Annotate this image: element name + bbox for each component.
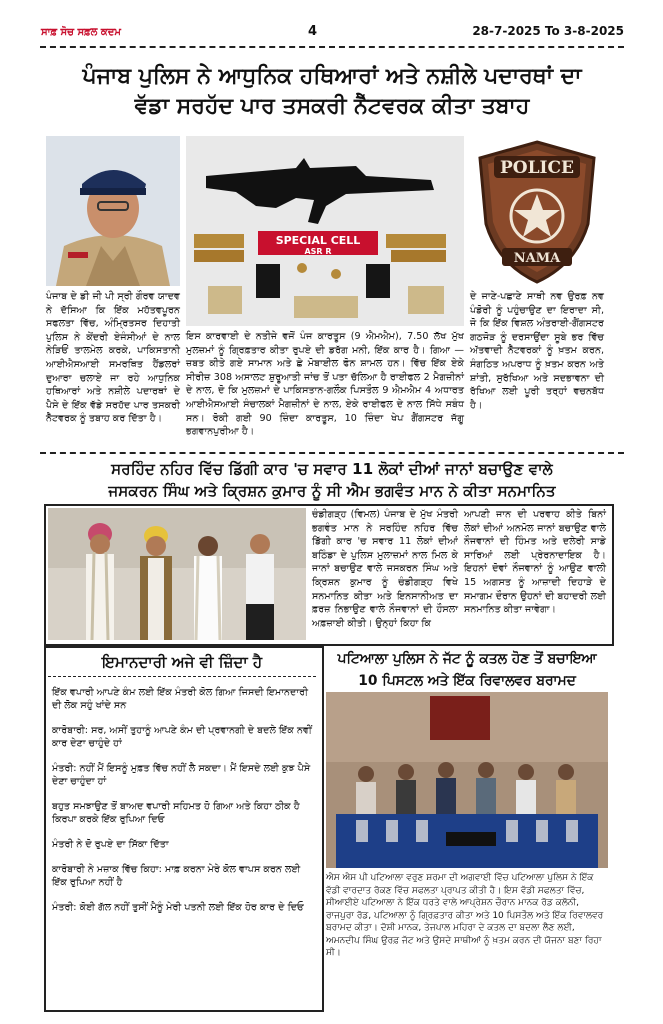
story3-paragraph: ਕਾਰੋਬਾਰੀ ਨੇ ਮਜ਼ਾਕ ਵਿੱਚ ਕਿਹਾ: ਮਾਫ਼ ਕਰਨਾ ਮੇਰੇ ਕੋਲ ਵਾਪਸ ਕਰਨ ਲਈ ਇੱਕ ਰੁਪਿਆ ਨਹੀਂ ਹੈ [52, 864, 301, 888]
story2-column-2: ਆਪਣੀ ਜਾਨ ਦੀ ਪਰਵਾਹ ਕੀਤੇ ਬਿਨਾਂ ਲੋਕਾਂ ਦੀਆਂ ਅਨਮੋਲ ਜਾਨਾਂ ਬਚਾਉਣ ਵਾਲੇ ਨੌਜਵਾਨਾਂ ਦੀ ਹਿੰਮਤ ਅਤੇ ਦਲੇਰੀ ਸਾਡੇ ਸਾਰਿਆਂ ਲਈ ਪ੍ਰੇਰਨਾਦਾਇਕ ਹੈ। ਇਹਨਾਂ ਦੋਵਾਂ ਨੌਜਵਾਨਾਂ ਨੂੰ ਆਉਣ ਵਾਲੀ 15 ਅਗਸਤ ਨੂੰ ਆਜ਼ਾਦੀ ਦਿਹਾੜੇ ਦੇ ਸਮਾਗਮ ਦੌਰਾਨ ਉਹਨਾਂ ਦੀ ਬਹਾਦਰੀ ਲਈ ਸਨਮਾਨਿਤ ਕੀਤਾ ਜਾਵੇਗਾ। [464, 509, 606, 616]
story2-column-1: ਚੰਡੀਗੜ੍ਹ (ਵਿਮਲ) ਪੰਜਾਬ ਦੇ ਮੁੱਖ ਮੰਤਰੀ ਭਗਵੰਤ ਮਾਨ ਨੇ ਸਰਹਿੰਦ ਨਹਿਰ ਵਿੱਚ ਡਿੱਗੀ ਕਾਰ 'ਚ ਸਵਾਰ 11 ਲੋਕਾਂ ਦੀਆਂ ਬਠਿੰਡਾ ਦੇ ਪੁਲਿਸ ਮੁਲਾਜ਼ਮਾਂ ਨਾਲ ਮਿਲ ਕੇ ਜਾਨਾਂ ਬਚਾਉਣ ਵਾਲੇ ਜਸਕਰਨ ਸਿੰਘ ਅਤੇ ਕ੍ਰਿਸ਼ਨ ਕੁਮਾਰ ਨੂੰ ਚੰਡੀਗੜ੍ਹ ਵਿਖੇ ਸਨਮਾਨਿਤ ਕੀਤਾ ਅਤੇ ਇਨਸਾਨੀਅਤ ਦਾ ਫ਼ਰਜ਼ ਨਿਭਾਉਣ ਵਾਲੇ ਨੌਜਵਾਨਾਂ ਦੀ ਹੌਸਲਾ ਅਫ਼ਜ਼ਾਈ ਕੀਤੀ। ਉਨ੍ਹਾਂ ਕਿਹਾ ਕਿ [312, 509, 458, 629]
story3-paragraph: ਮੰਤਰੀ: ਕੋਈ ਗੱਲ ਨਹੀਂ ਤੁਸੀਂ ਮੈਨੂੰ ਮੇਰੀ ਪਤਨੀ ਲਈ ਇੱਕ ਹੋਰ ਕਾਰ ਦੇ ਦਿਓ [52, 902, 304, 913]
story1-column-3: ਦੇ ਜਾਣੇ-ਪਛਾਣੇ ਸਾਥੀ ਨਵ ਉਰਫ਼ ਨਵ ਪੰਡੋਰੀ ਨੂੰ ਪਹੁੰਚਾਉਣ ਦਾ ਇਰਾਦਾ ਸੀ, ਜੋ ਕਿ ਇੱਕ ਵਿਸ਼ਲ ਅੰਤਰਾਈ-ਗੈਂਗਸਟਰ ਗਠਜੋੜ ਨੂੰ ਦਰਸਾਉਂਦਾ ਸੂਬੇ ਭਰ ਵਿੱਚ ਅੱਤਵਾਦੀ ਨੈੱਟਵਰਕਾਂ ਨੂੰ ਖ਼ਤਮ ਕਰਨ, ਸੰਗਠਿਤ ਅਪਰਾਧ ਨੂੰ ਖ਼ਤਮ ਕਰਨ ਅਤੇ ਸ਼ਾਂਤੀ, ਸੁਰੱਖਿਆ ਅਤੇ ਸਦਭਾਵਨਾ ਦੀ ਰੱਖਿਆ ਲਈ ਪੂਰੀ ਤਰ੍ਹਾਂ ਵਚਨਬੱਧ ਹੈ। [470, 291, 604, 411]
story3-paragraph: ਮੰਤਰੀ ਨੇ ਦੋ ਰੁਪਏ ਦਾ ਸਿੱਕਾ ਦਿੱਤਾ [52, 839, 169, 850]
page-header [40, 22, 624, 46]
story3-paragraph: ਮੰਤਰੀ: ਨਹੀਂ ਮੈਂ ਇਸਨੂੰ ਮੁਫ਼ਤ ਵਿੱਚ ਨਹੀਂ ਲੈ ਸਕਦਾ। ਮੈਂ ਇਸਦੇ ਲਈ ਕੁਝ ਪੈਸੇ ਦੇਣਾ ਚਾਹੁੰਦਾ ਹਾਂ [52, 763, 311, 787]
story1-column-2: ਇਸ ਕਾਰਵਾਈ ਦੇ ਨਤੀਜੇ ਵਜੋਂ ਪੰਜ ਕਾਰਤੂਸ (9 ਐਮਐਮ), 7.50 ਲੱਖ ਮੁੱਖ ਮੁਲਜ਼ਮਾਂ ਨੂੰ ਗ੍ਰਿਫ਼ਤਾਰ ਕੀਤਾ ਰੁਪਏ ਦੀ ਡਰੱਗ ਮਨੀ, ਇੱਕ ਕਾਰ ਹੈ। ਗਿਆ — ਜ਼ਬਤ ਕੀਤੇ ਗਏ ਸਾਮਾਨ ਅਤੇ ਛੇ ਮੋਬਾਈਲ ਫੋਨ ਸ਼ਾਮਲ ਹਨ। ਵਿੱਚ ਇੱਕ ਏਕੇ ਸੀਰੀਜ਼ 308 ਅਸਾਲਟ ਸ਼ੁਰੂਆਤੀ ਜਾਂਚ ਤੋਂ ਪਤਾ ਚੱਲਿਆ ਹੈ ਰਾਈਫਲ 2 ਮੈਗਜ਼ੀਨਾਂ ਦੇ ਨਾਲ, ਦੋ ਕਿ ਮੁਲਜ਼ਮਾਂ ਦੇ ਪਾਕਿਸਤਾਨ-ਗਲੌਕ ਪਿਸਤੌਲ 9 ਐਮਐਮ 4 ਅਧਾਰਤ ਆਈਐਸਆਈ ਸੰਚਾਲਕਾਂ ਮੈਗਜ਼ੀਨਾਂ ਦੇ ਨਾਲ, ਏਕੇ ਰਾਈਫਲ ਦੇ ਨਾਲ ਸਿੱਧੇ ਸਬੰਧ ਸਨ। ਰੋਕੀ ਗਈ 90 ਜ਼ਿੰਦਾ ਕਾਰਤੂਸ, 10 ਜ਼ਿੰਦਾ ਖੇਪ ਗੈਂਗਸਟਰ ਜੱਗੂ ਭਗਵਾਨਪੁਰੀਆ ਹੈ। [186, 331, 464, 438]
logo-text: ਸਾਫ਼ ਸੋਚ ਸਫ਼ਲ ਕਦਮ [41, 27, 121, 38]
story3-divider [48, 676, 316, 677]
story1-headline-line1: ਪੰਜਾਬ ਪੁਲਿਸ ਨੇ ਆਧੁਨਿਕ ਹਥਿਆਰਾਂ ਅਤੇ ਨਸ਼ੀਲੇ ਪਦਾਰਥਾਂ ਦਾ [82, 64, 582, 89]
newspaper-logo [40, 24, 121, 40]
story2-headline [40, 458, 624, 502]
story-divider-1 [40, 452, 624, 454]
header-divider [40, 46, 624, 48]
story3-paragraph: ਬਹੁਤ ਸਮਝਾਉਣ ਤੋਂ ਬਾਅਦ ਵਪਾਰੀ ਸਹਿਮਤ ਹੋ ਗਿਆ ਅਤੇ ਕਿਹਾ ਠੀਕ ਹੈ ਕਿਰਪਾ ਕਰਕੇ ਇੱਕ ਰੁਪਿਆ ਦਿਓ [52, 801, 300, 825]
story2-headline-line1: ਸਰਹਿੰਦ ਨਹਿਰ ਵਿੱਚ ਡਿੱਗੀ ਕਾਰ 'ਚ ਸਵਾਰ 11 ਲੋਕਾਂ ਦੀਆਂ ਜਾਨਾਂ ਬਚਾਉਣ ਵਾਲੇ [111, 460, 553, 478]
story3-dialog [52, 686, 314, 1004]
story3-paragraph: ਇੱਕ ਵਪਾਰੀ ਆਪਣੇ ਕੰਮ ਲਈ ਇੱਕ ਮੰਤਰੀ ਕੋਲ ਗਿਆ ਜਿਸਦੀ ਇਮਾਨਦਾਰੀ ਦੀ ਲੋਕ ਸਹੁੰ ਖਾਂਦੇ ਸਨ [52, 687, 308, 711]
banner-line1: SPECIAL CELL [275, 234, 361, 247]
story4-caption: ਐਸ ਐਸ ਪੀ ਪਟਿਆਲਾ ਵਰੁਣ ਸ਼ਰਮਾ ਦੀ ਅਗਵਾਈ ਵਿੱਚ ਪਟਿਆਲਾ ਪੁਲਿਸ ਨੇ ਇੱਕ ਵੱਡੀ ਵਾਰਦਾਤ ਰੋਕਣ ਵਿੱਚ ਸਫਲਤਾ ਪ੍ਰਾਪਤ ਕੀਤੀ ਹੈ। ਇਸ ਵੱਡੀ ਸਫਲਤਾ ਵਿੱਚ, ਸੀਆਈਏ ਪਟਿਆਲਾ ਨੇ ਇੱਕ ਧਰਤੇ ਵਾਲੇ ਆਪ੍ਰੇਸ਼ਨ ਚੌਰਾਨ ਮਾਨਕ ਰੋਡ ਕਲੋਨੀ, ਰਾਜਪੁਰਾ ਰੋਡ, ਪਟਿਆਲਾ ਨੂੰ ਗ੍ਰਿਫ਼ਤਾਰ ਕੀਤਾ ਅਤੇ 10 ਪਿਸਤੌਲ ਅਤੇ ਇੱਕ ਰਿਵਾਲਵਰ ਬਰਾਮਦ ਕੀਤਾ। ਦੋਸ਼ੀ ਮਾਨਕ, ਤੇਜਪਾਲ ਮਹਿਰਾ ਦੇ ਕਤਲ ਦਾ ਬਦਲਾ ਲੈਣ ਲਈ, ਅਮਨਦੀਪ ਸਿੰਘ ਉਰਫ਼ ਜੱਟ ਅਤੇ ਉਸਦੇ ਸਾਥੀਆਂ ਨੂੰ ਖ਼ਤਮ ਕਰਨ ਦੀ ਯੋਜਨਾ ਬਣਾ ਰਿਹਾ ਸੀ। [326, 873, 604, 958]
issue-date-range: 28-7-2025 To 3-8-2025 [472, 24, 624, 38]
page-number: 4 [308, 24, 318, 39]
badge-top-text: POLICE [500, 158, 574, 178]
story2-headline-line2: ਜਸਕਰਨ ਸਿੰਘ ਅਤੇ ਕ੍ਰਿਸ਼ਨ ਕੁਮਾਰ ਨੂੰ ਸੀ ਐਮ ਭਗਵੰਤ ਮਾਨ ਨੇ ਕੀਤਾ ਸਨਮਾਨਿਤ [108, 482, 556, 500]
story4-headline-line2: 10 ਪਿਸਟਲ ਅਤੇ ਇੱਕ ਰਿਵਾਲਵਰ ਬਰਾਮਦ [358, 673, 576, 689]
police-nama-badge [472, 136, 602, 286]
badge-bottom-text: NAMA [513, 251, 561, 266]
story3-paragraph: ਕਾਰੋਬਾਰੀ: ਸਰ, ਅਸੀਂ ਤੁਹਾਨੂੰ ਆਪਣੇ ਕੰਮ ਦੀ ਪ੍ਰਵਾਨਗੀ ਦੇ ਬਦਲੇ ਇੱਕ ਨਵੀਂ ਕਾਰ ਦੇਣਾ ਚਾਹੁੰਦੇ ਹਾਂ [52, 725, 312, 749]
story1-headline-line2: ਵੱਡਾ ਸਰਹੱਦ ਪਾਰ ਤਸਕਰੀ ਨੈੱਟਵਰਕ ਕੀਤਾ ਤਬਾਹ [134, 94, 530, 119]
story4-headline-line1: ਪਟਿਆਲਾ ਪੁਲਿਸ ਨੇ ਜੱਟ ਨੂੰ ਕਤਲ ਹੋਣ ਤੋਂ ਬਚਾਇਆ [337, 651, 597, 667]
story3-headline: ਇਮਾਨਦਾਰੀ ਅਜੇ ਵੀ ਜ਼ਿੰਦਾ ਹੈ [101, 653, 263, 671]
patiala-police-photo [326, 692, 608, 868]
story4-headline [326, 648, 608, 692]
story1-headline [40, 62, 624, 122]
banner-line2: ASR R [304, 247, 332, 256]
seized-weapons-photo [186, 136, 464, 326]
cm-honour-photo [48, 508, 306, 640]
dgp-photo [46, 136, 180, 286]
story1-column-1: ਪੰਜਾਬ ਦੇ ਡੀ ਜੀ ਪੀ ਸ੍ਰੀ ਗੌਰਵ ਯਾਦਵ ਨੇ ਦੱਸਿਆ ਕਿ ਇੱਕ ਮਹੱਤਵਪੂਰਨ ਸਫਲਤਾ ਵਿੱਚ, ਅੰਮ੍ਰਿਤਸਰ ਦਿਹਾਤੀ ਪੁਲਿਸ ਨੇ ਕੇਂਦਰੀ ਏਜੰਸੀਆਂ ਦੇ ਨਾਲ ਨੇੜਿਓਂ ਤਾਲਮੇਲ ਕਰਕੇ, ਪਾਕਿਸਤਾਨੀ ਆਈਐਸਆਈ ਸਮਰਥਿਤ ਹੈਂਡਲਰਾਂ ਦੁਆਰਾ ਚਲਾਏ ਜਾ ਰਹੇ ਆਧੁਨਿਕ ਹਥਿਆਰਾਂ ਅਤੇ ਨਸ਼ੀਲੇ ਪਦਾਰਥਾਂ ਦੇ ਪੈਸੇ ਦੇ ਇੱਕ ਵੱਡੇ ਸਰਹੱਦ ਪਾਰ ਤਸਕਰੀ ਨੈੱਟਵਰਕ ਨੂੰ ਤਬਾਹ ਕਰ ਦਿੱਤਾ ਹੈ। [46, 291, 180, 425]
